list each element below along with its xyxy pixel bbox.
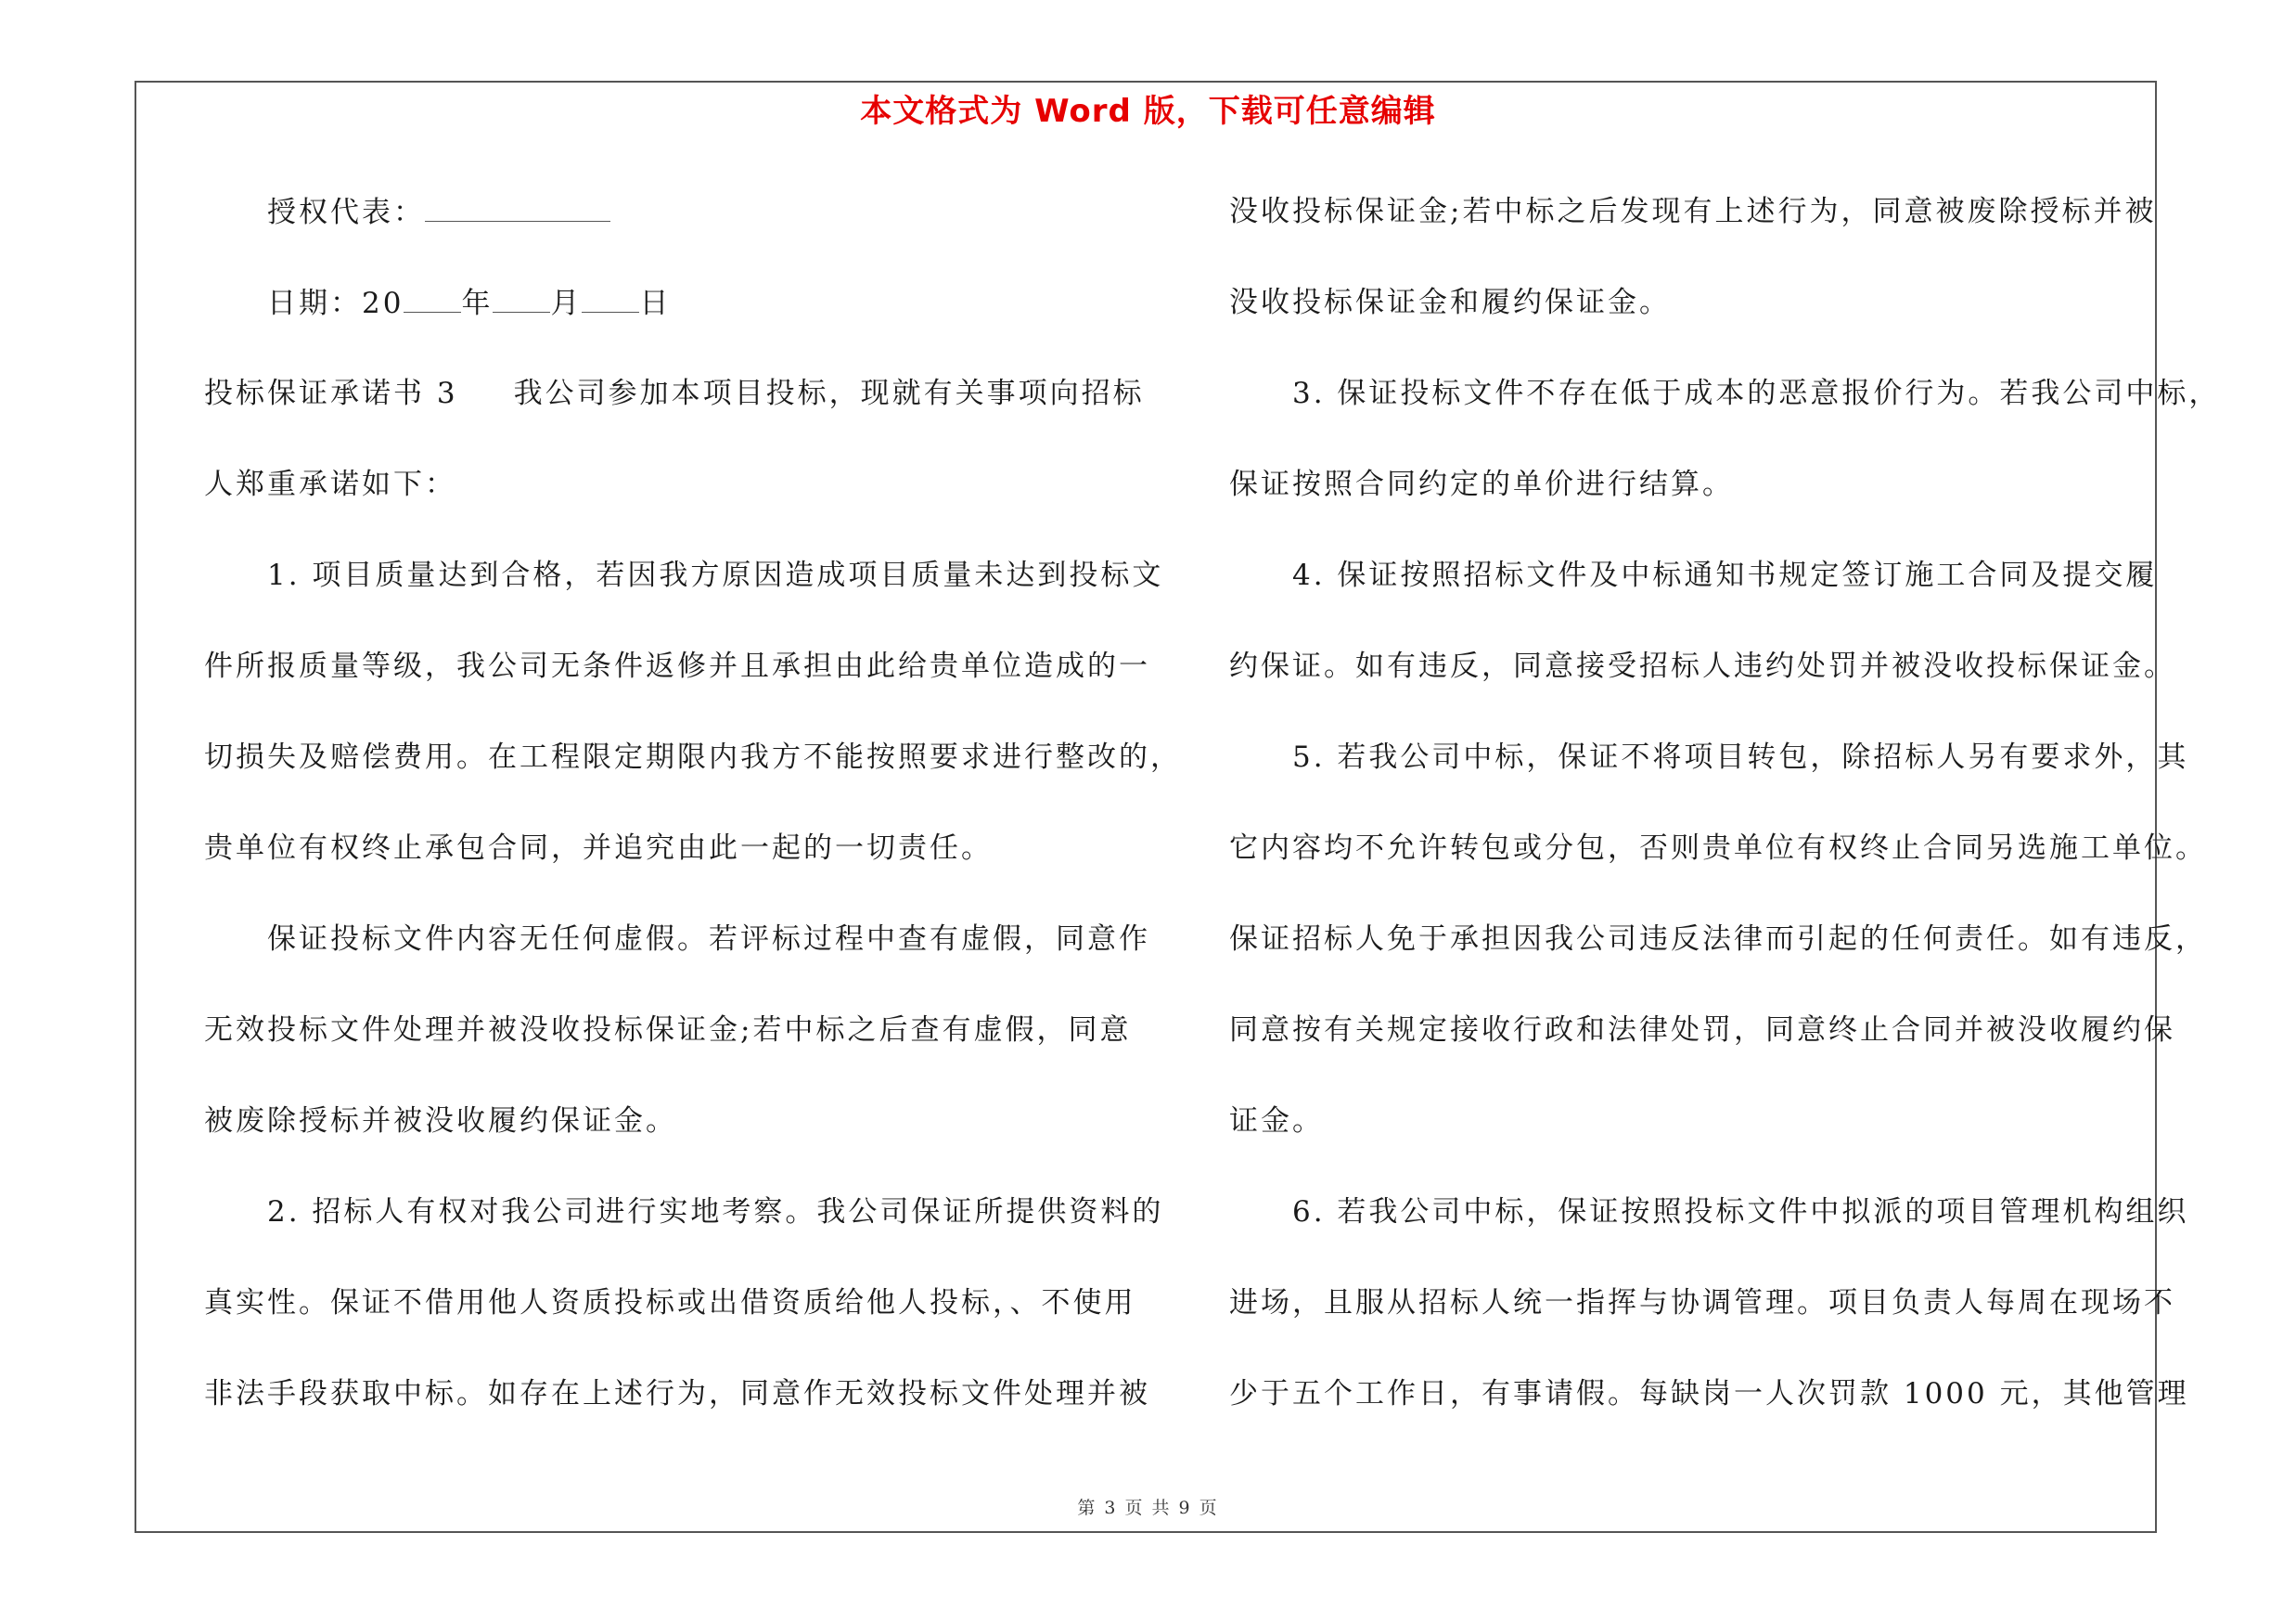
auth-rep-line <box>204 184 1132 275</box>
date-year-blank[interactable] <box>404 275 461 313</box>
paragraph-line: 无效投标文件处理并被没收投标保证金;若中标之后查有虚假，同意 <box>204 1013 1132 1047</box>
paragraph-line: 保证投标文件内容无任何虚假。若评标过程中查有虚假，同意作 <box>267 922 1150 956</box>
paragraph-line: 进场，且服从招标人统一指挥与协调管理。项目负责人每周在现场不 <box>1229 1286 2175 1320</box>
paragraph-line: 切损失及赔偿费用。在工程限定期限内我方不能按照要求进行整改的， <box>204 741 1182 774</box>
paragraph-text: 我公司参加本项目投标，现就有关事项向招标 <box>513 377 1145 410</box>
date-label: 日期：20 <box>267 287 404 320</box>
paragraph-line: 4. 保证按照招标文件及中标通知书规定签订施工合同及提交履 <box>1292 559 2158 592</box>
paragraph-line: 约保证。如有违反，同意接受招标人违约处罚并被没收投标保证金。 <box>1229 650 2175 683</box>
paragraph-line: 5. 若我公司中标，保证不将项目转包，除招标人另有要求外，其 <box>1292 741 2189 774</box>
paragraph-line: 3. 保证投标文件不存在低于成本的恶意报价行为。若我公司中标， <box>1292 377 2221 410</box>
paragraph-line: 没收投标保证金;若中标之后发现有上述行为，同意被废除授标并被 <box>1229 195 2157 228</box>
paragraph-line: 证金。 <box>1229 1104 1324 1138</box>
paragraph-line: 同意按有关规定接收行政和法律处罚，同意终止合同并被没收履约保 <box>1229 1013 2175 1047</box>
date-month-label: 月 <box>550 287 583 320</box>
date-month-blank[interactable] <box>493 275 550 313</box>
section-title: 投标保证承诺书 3 <box>204 377 458 410</box>
paragraph-line: 人郑重承诺如下： <box>204 468 456 501</box>
section-title-line <box>204 366 1145 457</box>
paragraph-line: 被废除授标并被没收履约保证金。 <box>204 1104 677 1138</box>
paragraph-line: 6. 若我公司中标，保证按照投标文件中拟派的项目管理机构组织 <box>1292 1195 2189 1229</box>
date-day-blank[interactable] <box>582 275 639 313</box>
paragraph-line: 非法手段获取中标。如存在上述行为，同意作无效投标文件处理并被 <box>204 1377 1150 1410</box>
format-banner: 本文格式为 Word 版，下载可任意编辑 <box>860 93 1436 130</box>
date-year-label: 年 <box>461 287 494 320</box>
paragraph-line: 保证招标人免于承担因我公司违反法律而引起的任何责任。如有违反， <box>1229 922 2207 956</box>
auth-rep-blank[interactable] <box>425 184 610 222</box>
paragraph-line: 少于五个工作日，有事请假。每缺岗一人次罚款 1000 元，其他管理 <box>1229 1377 2189 1410</box>
paragraph-line: 它内容均不允许转包或分包，否则贵单位有权终止合同另选施工单位。 <box>1229 831 2207 865</box>
paragraph-line: 真实性。保证不借用他人资质投标或出借资质给他人投标，、不使用 <box>204 1286 1136 1320</box>
paragraph-line: 保证按照合同约定的单价进行结算。 <box>1229 468 1734 501</box>
paragraph-line: 件所报质量等级，我公司无条件返修并且承担由此给贵单位造成的一 <box>204 650 1150 683</box>
date-day-label: 日 <box>639 287 672 320</box>
left-column <box>204 184 1182 1457</box>
date-line <box>204 275 1132 366</box>
paragraph-line: 贵单位有权终止承包合同，并追究由此一起的一切责任。 <box>204 831 993 865</box>
paragraph-line: 1. 项目质量达到合格，若因我方原因造成项目质量未达到投标文 <box>267 559 1164 592</box>
auth-rep-label: 授权代表： <box>267 196 425 229</box>
paragraph-line: 2. 招标人有权对我公司进行实地考察。我公司保证所提供资料的 <box>267 1195 1164 1229</box>
page-number: 第 3 页 共 9 页 <box>1077 1498 1219 1518</box>
right-column <box>1229 184 2221 1457</box>
paragraph-line: 没收投标保证金和履约保证金。 <box>1229 286 1671 319</box>
